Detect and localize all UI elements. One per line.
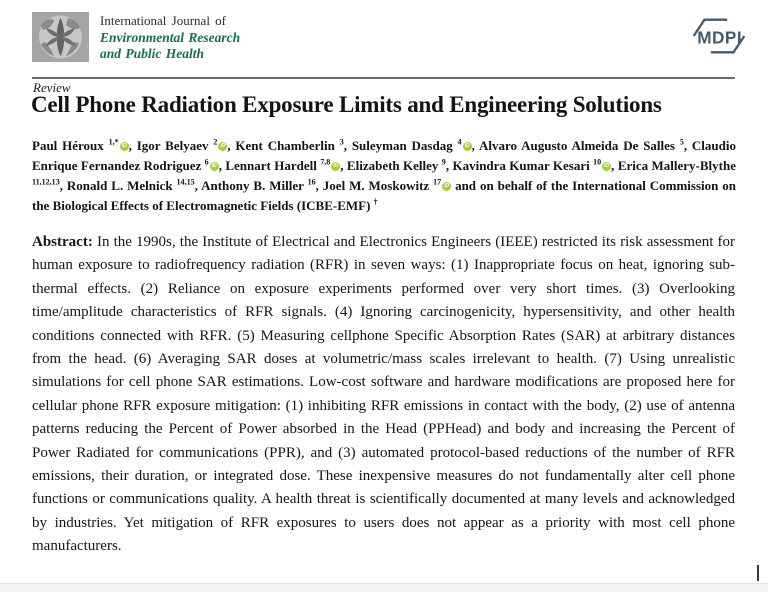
globe-caduceus-icon [32,12,89,62]
author-affiliation-sup: 6 [204,157,209,167]
author-affiliation-sup: 2 [213,137,218,147]
author: Elizabeth Kelley $^9$ [346,157,446,173]
author-affiliation-sup: 14,15 [176,177,195,187]
orcid-icon[interactable]: iD [444,183,450,189]
author-affiliation-sup: 3 [339,137,344,147]
journal-name-line3: and Public Health [100,46,205,61]
author: Lennart Hardell $^{7,8}$ iD [225,157,339,173]
author: Erica Mallery-Blythe $^{11,12,13}$ [32,158,736,187]
author-list: Paul Héroux $^{1,*}$ iD , Igor Belyaev $^2$ iD , Kent Chamberlin $^3$, Suleyman Dasdag $^4$ iD , Alvaro Augusto Almeida De Salles $^5$, Claudio Enrique Fernandez Rodriguez $^6$ iD , Lennart Hardell $^{7,8}$ iD , Elizabeth Kelley $^9$, Kavindra Kumar Kesari $^{10}$ iD , Erica Mallery-Blythe $^{11,12,13}$, Ronald L. Melnick $^{14,15}$, Anthony B. Miller $^{16}$, Joel M. Moskowitz $^{17}$ iD and on behalf of the International Commission on the Biological Effects of Electromagnetic Fields (ICBE-EMF) † [32,137,737,213]
author-affiliation-sup: 10 [593,157,602,167]
article-title: Cell Phone Radiation Exposure Limits and Engineering Solutions [31,92,662,117]
author-affiliation-sup: 16 [307,177,316,187]
author-affiliation-sup: 11,12,13 [32,177,60,187]
dagger-note-sup: † [373,197,378,207]
abstract-label: Abstract: [32,234,93,250]
author-affiliation-sup: 5 [679,137,684,147]
author: Alvaro Augusto Almeida De Salles $^5$ [478,137,684,153]
author: Paul Héroux $^{1,*}$ iD [32,137,127,153]
author: Kavindra Kumar Kesari $^{10}$ iD [452,157,610,173]
author: Ronald L. Melnick $^{14,15}$ [66,177,195,193]
author-affiliation-sup: 1,* [108,137,119,147]
header-rule [32,77,735,79]
journal-name-line1: International Journal of [100,13,227,28]
mdpi-label: MDPI [697,27,743,48]
orcid-icon[interactable]: iD [211,163,217,169]
author-affiliation-sup: 17 [433,177,442,187]
text-caret [757,565,759,581]
author: Anthony B. Miller $^{16}$ [201,177,316,193]
journal-name-line2: Environmental Research [100,29,241,45]
journal-logo [32,12,89,62]
author: Kent Chamberlin $^3$ [235,137,344,153]
orcid-icon[interactable]: iD [220,143,226,149]
mdpi-hexagon-icon [690,15,748,57]
author: Suleyman Dasdag $^4$ iD [351,137,470,153]
orcid-icon[interactable]: iD [121,143,127,149]
orcid-icon[interactable]: iD [604,163,610,169]
orcid-icon[interactable]: iD [333,163,339,169]
author: Claudio Enrique Fernandez Rodriguez $^6$ iD [32,138,736,173]
journal-name [100,13,240,63]
article-type: Review [33,80,71,95]
author: Joel M. Moskowitz $^{17}$ iD [322,177,450,193]
author-affiliation-sup: 4 [457,137,462,147]
abstract-text: In the 1990s, the Institute of Electrical and Electronics Engineers (IEEE) restricted its risk assessment for human exposure to radiofrequency radiation (RFR) in seven ways: (1) Inappropriate focus on heat, ignoring sub-thermal effects. (2) Reliance on exposure experiments performed over very short times. (3) Overlooking time/amplitude characteristics of RFR signals. (4) Ignoring carcinogenicity, hypersensitivity, and other health conditions connected with RFR. (5) Measuring cellphone Specific Absorption Rates (SAR) at arbitrary distances from the head. (6) Averaging SAR doses at volumetric/mass scales irrelevant to health. (7) Using unrealistic simulations for cell phone SAR estimations. Low-cost software and hardware modifications are proposed here for cellular phone RFR exposure mitigation: (1) inhibiting RFR emissions in contact with the body, (2) use of antenna patterns reducing the Percent of Power absorbed in the Head (PPHead) and body and increasing the Percent of Power Radiated for communications (PPR), and (3) automated protocol-based reductions of the number of RFR emissions, their duration, or integrated dose. These inexpensive measures do not fundamentally alter cell phone functions or communications quality. A health threat is scientifically documented at many levels and acknowledged by industries. Yet mitigation of RFR exposures to users does not appear as a priority with most cell phone manufacturers. [32,234,735,555]
author: Igor Belyaev $^2$ iD [136,137,226,153]
abstract [32,231,735,559]
author-affiliation-sup: 9 [441,157,446,167]
orcid-icon[interactable]: iD [464,143,470,149]
author-affiliation-sup: 7,8 [320,157,331,167]
mdpi-logo [690,15,748,57]
